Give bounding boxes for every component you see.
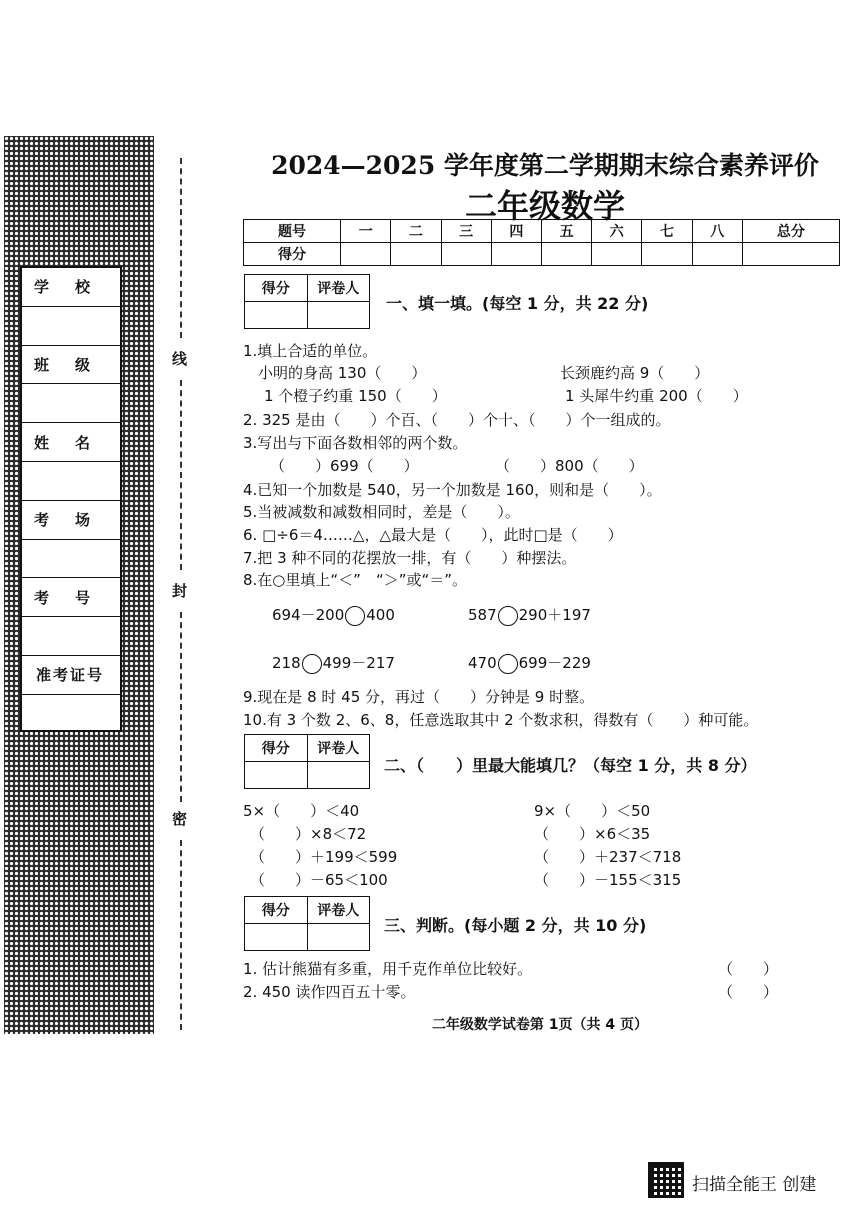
question-2: 2. 325 是由（ ）个百、（ ）个十、（ ）个一组成的。 xyxy=(243,411,671,429)
question-10: 10.有 3 个数 2、6、8，任意选取其中 2 个数求积，得数有（ ）种可能。 xyxy=(243,711,759,729)
score-cell[interactable] xyxy=(541,243,591,266)
seal-line-lower xyxy=(180,612,182,802)
info-number-field[interactable] xyxy=(22,617,120,656)
judge-2: 2. 450 读作四百五十零。 xyxy=(243,983,416,1001)
grader-score-label: 得分 xyxy=(245,735,308,762)
compare-3-circle[interactable] xyxy=(302,654,322,674)
score-table xyxy=(243,219,840,266)
score-header-cell: 六 xyxy=(592,220,642,243)
qr-code-icon xyxy=(648,1162,684,1198)
grader-score-label: 得分 xyxy=(245,897,308,924)
info-admission-label: 准考证号 xyxy=(22,656,120,695)
grader-score-cell[interactable] xyxy=(245,762,308,789)
info-number-label: 考号 xyxy=(22,578,120,617)
question-7: 7.把 3 种不同的花摆放一排，有（ ）种摆法。 xyxy=(243,549,577,567)
grader-reviewer-cell[interactable] xyxy=(307,302,370,329)
compare-3-right: 499－217 xyxy=(322,654,395,672)
seal-line-bottom xyxy=(180,840,182,1030)
question-1c: 1 个橙子约重 150（ ） xyxy=(264,387,447,405)
question-9: 9.现在是 8 时 45 分，再过（ ）分钟是 9 时整。 xyxy=(243,688,595,706)
grader-box-3 xyxy=(244,896,370,951)
grader-reviewer-cell[interactable] xyxy=(307,924,370,951)
info-name-field[interactable] xyxy=(22,462,120,501)
grader-score-label: 得分 xyxy=(245,275,308,302)
info-name-label: 姓名 xyxy=(22,423,120,462)
question-1: 1.填上合适的单位。 xyxy=(243,342,378,360)
compare-1-right: 400 xyxy=(366,606,395,624)
fill-item-8: （ ）－155＜315 xyxy=(534,871,682,889)
question-1a: 小明的身高 130（ ） xyxy=(258,364,427,382)
fill-item-1: 5×（ ）＜40 xyxy=(243,802,360,820)
grader-reviewer-label: 评卷人 xyxy=(307,735,370,762)
question-1b: 长颈鹿约高 9（ ） xyxy=(560,364,710,382)
section3-title: 三、判断。(每小题 2 分，共 10 分) xyxy=(384,916,647,935)
fill-item-3: （ ）×8＜72 xyxy=(250,825,367,843)
question-4: 4.已知一个加数是 540，另一个加数是 160，则和是（ ）。 xyxy=(243,481,662,499)
compare-4-right: 699－229 xyxy=(518,654,591,672)
question-3b: （ ）800（ ） xyxy=(495,457,644,475)
score-cell[interactable] xyxy=(391,243,441,266)
score-header-cell: 七 xyxy=(642,220,692,243)
exam-subject: 二年级数学 xyxy=(464,187,625,225)
compare-3 xyxy=(272,652,395,674)
score-header-cell: 三 xyxy=(441,220,491,243)
fill-item-4: （ ）×6＜35 xyxy=(534,825,651,843)
score-header-cell: 一 xyxy=(341,220,391,243)
grader-box-2 xyxy=(244,734,370,789)
score-header-cell: 四 xyxy=(491,220,541,243)
compare-1 xyxy=(272,604,395,626)
compare-2-left: 587 xyxy=(468,606,497,624)
question-3: 3.写出与下面各数相邻的两个数。 xyxy=(243,434,468,452)
judge-1-answer[interactable]: （ ） xyxy=(718,960,779,978)
judge-2-answer[interactable]: （ ） xyxy=(718,983,779,1001)
grader-reviewer-label: 评卷人 xyxy=(307,275,370,302)
info-school-label: 学校 xyxy=(22,268,120,307)
compare-4-circle[interactable] xyxy=(498,654,518,674)
scanner-watermark: 扫描全能王 创建 xyxy=(692,1175,817,1195)
question-6: 6. □÷6＝4……△，△最大是（ ），此时□是（ ） xyxy=(243,526,623,544)
judge-1: 1. 估计熊猫有多重，用千克作单位比较好。 xyxy=(243,960,533,978)
score-cell[interactable] xyxy=(341,243,391,266)
info-room-label: 考场 xyxy=(22,501,120,540)
score-header-cell: 八 xyxy=(692,220,742,243)
score-header-cell: 五 xyxy=(541,220,591,243)
info-room-field[interactable] xyxy=(22,540,120,579)
grader-reviewer-label: 评卷人 xyxy=(307,897,370,924)
compare-1-circle[interactable] xyxy=(345,606,365,626)
seal-char-feng: 封 xyxy=(172,582,188,600)
score-cell[interactable] xyxy=(592,243,642,266)
seal-line-top xyxy=(180,158,182,338)
score-row-label: 得分 xyxy=(244,243,341,266)
score-header-cell: 题号 xyxy=(244,220,341,243)
section2-title: 二、（ ）里最大能填几？（每空 1 分，共 8 分） xyxy=(384,756,757,775)
score-cell[interactable] xyxy=(692,243,742,266)
info-school-field[interactable] xyxy=(22,307,120,346)
score-cell[interactable] xyxy=(742,243,839,266)
info-admission-field[interactable] xyxy=(22,695,120,734)
fill-item-2: 9×（ ）＜50 xyxy=(534,802,651,820)
info-class-label: 班级 xyxy=(22,346,120,385)
compare-2 xyxy=(468,604,591,626)
fill-item-7: （ ）－65＜100 xyxy=(250,871,388,889)
score-cell[interactable] xyxy=(441,243,491,266)
score-cell[interactable] xyxy=(642,243,692,266)
score-value-row xyxy=(244,243,840,266)
question-3a: （ ）699（ ） xyxy=(270,457,419,475)
info-class-field[interactable] xyxy=(22,384,120,423)
page-footer: 二年级数学试卷第 1页（共 4 页） xyxy=(431,1017,649,1033)
seal-char-mi: 密 xyxy=(172,810,188,828)
compare-4-left: 470 xyxy=(468,654,497,672)
exam-title: 2024—2025 学年度第二学期期末综合素养评价 xyxy=(271,151,819,180)
grader-score-cell[interactable] xyxy=(245,302,308,329)
question-8: 8.在○里填上“＜” “＞”或“＝”。 xyxy=(243,571,468,589)
question-1d: 1 头犀牛约重 200（ ） xyxy=(565,387,748,405)
score-header-row xyxy=(244,220,840,243)
score-cell[interactable] xyxy=(491,243,541,266)
score-header-cell: 二 xyxy=(391,220,441,243)
seal-char-xian: 线 xyxy=(172,350,188,368)
compare-4 xyxy=(468,652,591,674)
fill-item-5: （ ）＋199＜599 xyxy=(250,848,398,866)
compare-2-right: 290＋197 xyxy=(518,606,591,624)
question-5: 5.当被减数和减数相同时，差是（ ）。 xyxy=(243,503,520,521)
section1-title: 一、填一填。(每空 1 分，共 22 分) xyxy=(386,294,649,313)
fill-item-6: （ ）＋237＜718 xyxy=(534,848,682,866)
grader-box-1 xyxy=(244,274,370,329)
grader-reviewer-cell[interactable] xyxy=(307,762,370,789)
compare-1-left: 694－200 xyxy=(272,606,345,624)
grader-score-cell[interactable] xyxy=(245,924,308,951)
seal-line-mid xyxy=(180,380,182,570)
compare-2-circle[interactable] xyxy=(498,606,518,626)
compare-3-left: 218 xyxy=(272,654,301,672)
student-info-box xyxy=(20,266,122,732)
score-header-cell: 总分 xyxy=(742,220,839,243)
